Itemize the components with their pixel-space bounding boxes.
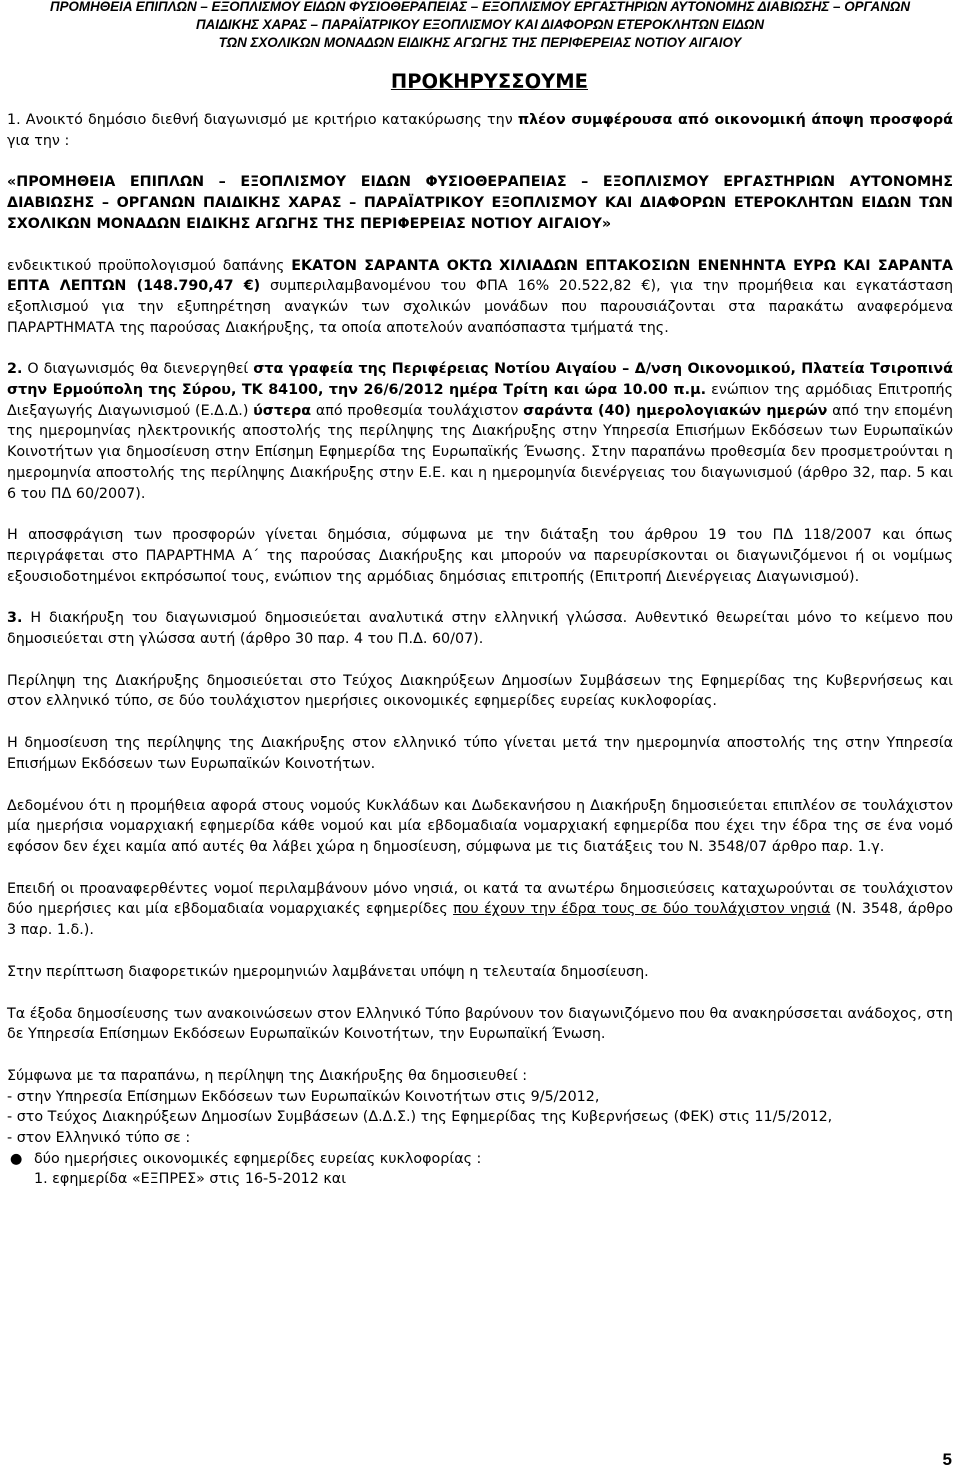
list-item: - στον Ελληνικό τύπο σε : <box>7 1130 191 1147</box>
spacer <box>7 338 953 359</box>
budget-amount: ΕΚΑΤΟΝ ΣΑΡΑΝΤΑ ΟΚΤΩ ΧΙΛΙΑΔΩΝ ΕΠΤΑΚΟΣΙΩΝ ΕΝΕΝΗΝΤΑ ΕΥΡΩ ΚΑΙ ΣΑΡΑΝΤΑ ΕΠΤΑ ΛΕΠΤΩΝ (148.790,47 €) <box>7 257 954 295</box>
spacer <box>7 151 953 172</box>
document-body <box>7 110 953 1190</box>
header-line-3: ΤΩΝ ΣΧΟΛΙΚΩΝ ΜΟΝΑΔΩΝ ΕΙΔΙΚΗΣ ΑΓΩΓΗΣ ΤΗΣ ΠΕΡΙΦΕΡΕΙΑΣ ΝΟΤΙΟΥ ΑΙΓΑΙΟΥ <box>218 35 742 50</box>
header-line-1: ΠΡΟΜΗΘΕΙΑ ΕΠΙΠΛΩΝ – ΕΞΟΠΛΙΣΜΟΥ ΕΙΔΩΝ ΦΥΣΙΟΘΕΡΑΠΕΙΑΣ – ΕΞΟΠΛΙΣΜΟΥ ΕΡΓΑΣΤΗΡΙΩΝ ΑΥΤΟΝΟΜΗΣ ΔΙΑΒΙΩΣΗΣ – ΟΡΓΑΝΩΝ <box>49 0 911 14</box>
section-3 <box>7 608 953 649</box>
deadline-days: σαράντα (40) ημερολογιακών ημερών <box>523 402 828 419</box>
island-text: Επειδή οι προαναφερθέντες νομοί περιλαμβάνουν μόνο νησιά, οι κατά τα ανωτέρω δημοσιεύσεις καταχωρούνται σε τουλάχιστον δύο ημερήσιες και μία εβδομαδιαία νομαρχιακές εφημερίδες <box>7 880 953 918</box>
island-paragraph <box>7 879 953 941</box>
accordingly-paragraph: Σύμφωνα με τα παραπάνω, η περίληψη της Διακήρυξης θα δημοσιευθεί : <box>7 1067 528 1084</box>
section-2-number: 2. <box>7 361 23 378</box>
sub-list-item: 1. εφημερίδα «ΕΞΠΡΕΣ» στις 16-5-2012 και <box>34 1171 347 1188</box>
section-2-text: Ο διαγωνισμός θα διενεργηθεί <box>22 361 254 378</box>
greek-press-paragraph: Η δημοσίευση της περίληψης της Διακήρυξης στον ελληνικό τύπο γίνεται μετά την ημερομηνία αποστολής της στην Υπηρεσία Επισήμων Εκδόσεων των Ευρωπαϊκών Κοινοτήτων. <box>7 735 953 772</box>
header-line-2: ΠΑΙΔΙΚΗΣ ΧΑΡΑΣ – ΠΑΡΑΪΑΤΡΙΚΟΥ ΕΞΟΠΛΙΣΜΟΥ ΚΑΙ ΔΙΑΦΟΡΩΝ ΕΤΕΡΟΚΛΗΤΩΝ ΕΙΔΩΝ <box>195 17 765 32</box>
document-title: ΠΡΟΚΗΡΥΣΣΟΥΜΕ <box>390 70 588 93</box>
section-3-text: Η διακήρυξη του διαγωνισμού δημοσιεύεται αναλυτικά στην ελληνική γλώσσα. Αυθεντικό θεωρείται μόνο το κείμενο που δημοσιεύεται στη γλώσσα αυτή (άρθρο 30 παρ. 4 του Π.Δ. 60/07). <box>7 610 953 648</box>
section-1-text: Ανοικτό δημόσιο διεθνή διαγωνισμό με κριτήριο κατακύρωσης την <box>20 112 518 128</box>
spacer <box>7 504 953 525</box>
unsealing-paragraph: Η αποσφράγιση των προσφορών γίνεται δημόσια, σύμφωνα με την διάταξη του άρθρου 19 του ΠΔ 118/2007 και όπως περιγράφεται στο ΠΑΡΑΡΤΗΜΑ Α΄ της παρούσας Διακήρυξης και μπορούν να παρευρίσκονται οι διαγωνιζόμενοι ή οι νομίμως εξουσιοδοτημένοι εκπρόσωποί τους, ενώπιον της αρμόδιας δημόσιας επιτροπής (Επιτροπή Διενέργειας Διαγωνισμού). <box>7 527 953 585</box>
running-header <box>0 0 960 52</box>
after-word: ύστερα <box>253 402 312 419</box>
tender-venue-date: στα γραφεία της Περιφέρειας Νοτίου Αιγαίου – Δ/νση Οικονομικού, Πλατεία Τσιροπινά στην Ερμούπολη της Σύρου, ΤΚ 84100, την 26/6/2012 ημέρα Τρίτη και ώρα 10.00 π.μ. <box>7 361 953 399</box>
section-2-rest: από την επομένη της ημερομηνίας ηλεκτρονικής αποστολής της περίληψης της Διακήρυξης στην Υπηρεσία Επισήμων Εκδόσεων των Ευρωπαϊκών Κοινοτήτων για δημοσίευση στην Επίσημη Εφημερίδα της Ευρωπαϊκής Ένωσης. Στην παραπάνω προθεσμία δεν προσμετρούνται η ημερομηνία αποστολής της περίληψης Διακήρυξης στην Ε.Ε. και η ημερομηνία διενέργειας του διαγωνισμού (άρθρο 32, παρ. 5 και 6 του ΠΔ 60/2007). <box>7 402 953 502</box>
spacer <box>7 587 953 608</box>
budget-details: συμπεριλαμβανομένου του ΦΠΑ 16% 20.522,82 €), για την προμήθεια και εγκατάσταση εξοπλισμού για την εξυπηρέτηση αναγκών των σχολικών μονάδων που παρουσιάζονται στα παρακάτω αναφερόμενα ΠΑΡΑΡΤΗΜΑΤΑ της παρούσας Διακήρυξης, τα οποία αποτελούν αναπόσπαστα τμήματά της. <box>7 278 954 336</box>
bullet-text: δύο ημερήσιες οικονομικές εφημερίδες ευρείας κυκλοφορίας : <box>34 1150 482 1167</box>
bullet-item <box>7 1149 953 1170</box>
award-criterion: πλέον συμφέρουσα από οικονομική άποψη προσφορά <box>517 112 953 128</box>
section-1-number: 1. <box>7 112 21 128</box>
spacer <box>7 941 953 962</box>
regional-press-paragraph: Δεδομένου ότι η προμήθεια αφορά στους νομούς Κυκλάδων και Δωδεκανήσου η Διακήρυξη δημοσιεύεται επιπλέον σε τουλάχιστον μία ημερήσια νομαρχιακή εφημερίδα κάθε νομού και μία εβδομαδιαία νομαρχιακή εφημερίδα που έχει την έδρα της σε ένα νομό εφόσον δεν έχει καμία από αυτές θα λάβει χώρα η δημοσίευση, σύμφωνα με τις διατάξεις του Ν. 3548/07 άρθρο παρ. 1.γ. <box>7 797 953 855</box>
page-number: 5 <box>942 1450 952 1469</box>
budget-intro: ενδεικτικού προϋπολογισμού δαπάνης <box>7 257 292 274</box>
spacer <box>7 775 953 796</box>
island-law-ref: (Ν. 3548, άρθρο 3 παρ. 1.δ.). <box>7 901 953 939</box>
spacer <box>7 858 953 879</box>
summary-paragraph: Περίληψη της Διακήρυξης δημοσιεύεται στο Τεύχος Διακηρύξεων Δημοσίων Συμβάσεων της Εφημερίδας της Κυβερνήσεως και στον ελληνικό τύπο, σε δύο τουλάχιστον ημερήσιες οικονομικές εφημερίδες ευρείας κυκλοφορίας. <box>7 672 953 710</box>
bullet-icon: ● <box>10 1150 23 1167</box>
title-row <box>0 70 960 93</box>
spacer <box>7 712 953 733</box>
section-1-text-end: για την : <box>7 132 70 149</box>
section-2-committee: ενώπιον της αρμόδιας Επιτροπής Διεξαγωγής Διαγωνισμού (Ε.Δ.Δ.) <box>7 382 953 419</box>
costs-paragraph: Τα έξοδα δημοσίευσης των ανακοινώσεων στον Ελληνικό Τύπο βαρύνουν τον διαγωνιζόμενο που θα ανακηρύσσεται ανάδοχος, στη δε Υπηρεσία Επίσημων Εκδόσεων Ευρωπαϊκών Κοινοτήτων, την Ευρωπαϊκή Ένωση. <box>7 1005 953 1043</box>
budget-paragraph <box>7 256 953 339</box>
section-2 <box>7 359 953 504</box>
differing-dates-paragraph: Στην περίπτωση διαφορετικών ημερομηνιών λαμβάνεται υπόψη η τελευταία δημοσίευση. <box>7 963 649 980</box>
spacer <box>7 1045 953 1066</box>
spacer <box>7 235 953 256</box>
tender-subject: «ΠΡΟΜΗΘΕΙΑ ΕΠΙΠΛΩΝ – ΕΞΟΠΛΙΣΜΟΥ ΕΙΔΩΝ ΦΥΣΙΟΘΕΡΑΠΕΙΑΣ – ΕΞΟΠΛΙΣΜΟΥ ΕΡΓΑΣΤΗΡΙΩΝ ΑΥΤΟΝΟΜΗΣ ΔΙΑΒΙΩΣΗΣ – ΟΡΓΑΝΩΝ ΠΑΙΔΙΚΗΣ ΧΑΡΑΣ – ΠΑΡΑΪΑΤΡΙΚΟΥ ΕΞΟΠΛΙΣΜΟΥ ΚΑΙ ΔΙΑΦΟΡΩΝ ΕΤΕΡΟΚΛΗΤΩΝ ΕΙΔΩΝ ΤΩΝ ΣΧΟΛΙΚΩΝ ΜΟΝΑΔΩΝ ΕΙΔΙΚΗΣ ΑΓΩΓΗΣ ΤΗΣ ΠΕΡΙΦΕΡΕΙΑΣ ΝΟΤΙΟΥ ΑΙΓΑΙΟΥ» <box>7 174 953 232</box>
spacer <box>7 650 953 671</box>
list-item: - στην Υπηρεσία Επίσημων Εκδόσεων των Ευρωπαϊκών Κοινοτήτων στις 9/5/2012, <box>7 1088 600 1105</box>
list-item: - στο Τεύχος Διακηρύξεων Δημοσίων Συμβάσεων (Δ.Δ.Σ.) της Εφημερίδας της Κυβερνήσεως (ΦΕΚ) στις 11/5/2012, <box>7 1109 833 1126</box>
island-underlined: που έχουν την έδρα τους σε δύο τουλάχιστον νησιά <box>453 901 831 918</box>
section-3-number: 3. <box>7 610 23 627</box>
section-2-deadline-intro: από προθεσμία τουλάχιστον <box>311 402 524 419</box>
section-1-intro <box>7 110 953 151</box>
spacer <box>7 983 953 1004</box>
